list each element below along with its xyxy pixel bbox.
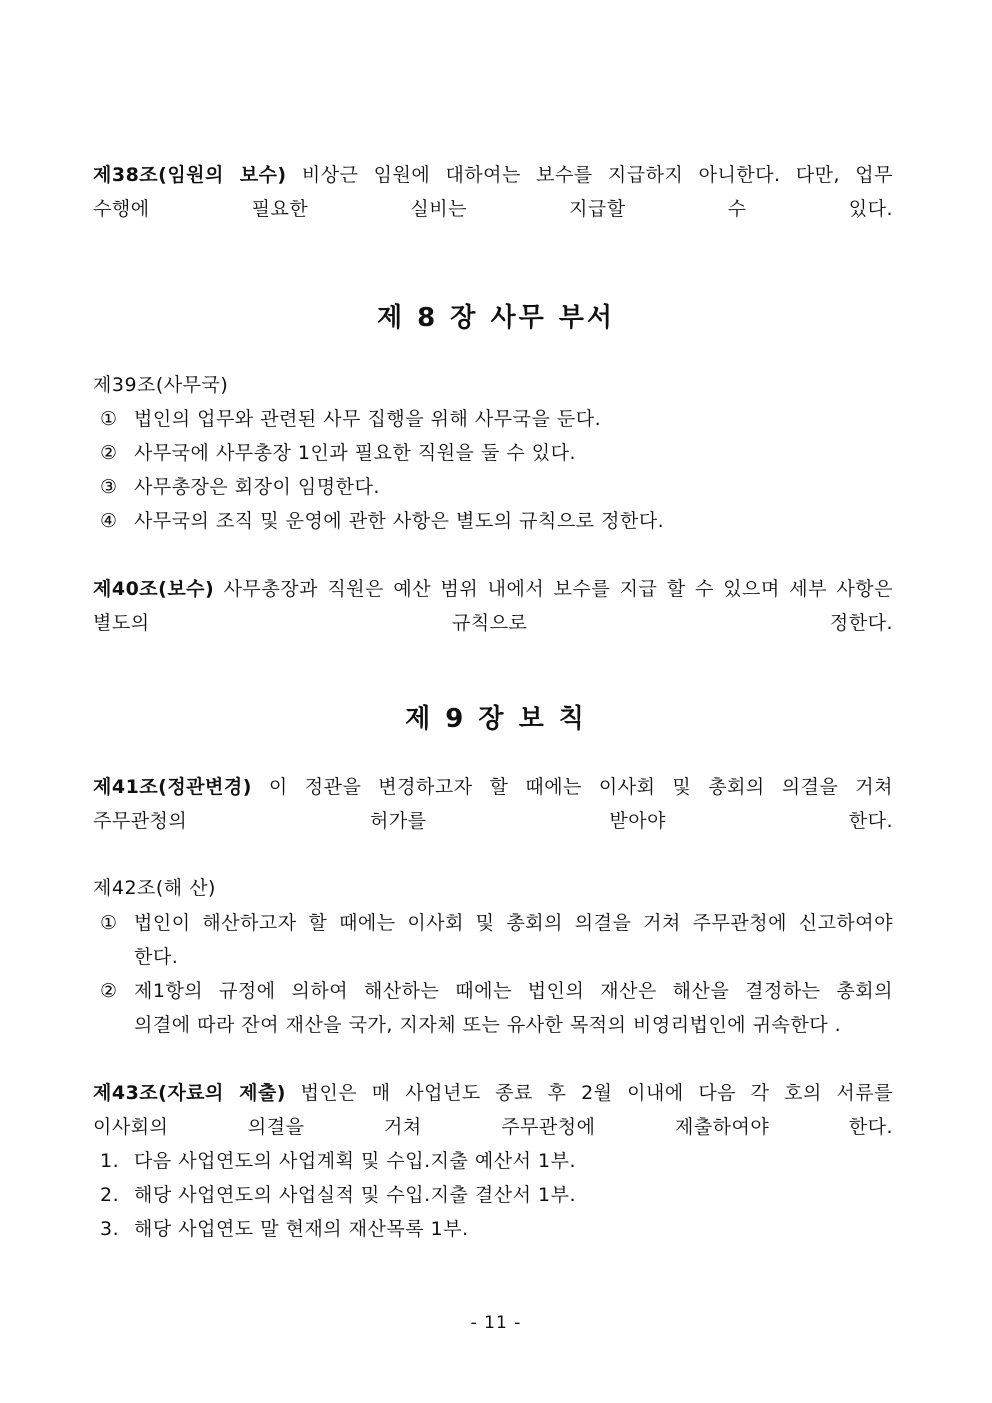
article-43-line-2: 이사회의 의결을 거쳐 주무관청에 제출하여야 한다. bbox=[93, 1116, 893, 1138]
article-41-line-1 bbox=[93, 770, 893, 804]
article-38-text-1: 비상근 임원에 대하여는 보수를 지급하지 아니한다. 다만, 업무 bbox=[301, 164, 893, 186]
item-mark: ② bbox=[100, 980, 118, 1002]
article-41-text-1: 이 정관을 변경하고자 할 때에는 이사회 및 총회의 의결을 거쳐 bbox=[268, 776, 893, 798]
chapter-8-heading: 제 8 장 사무 부서 bbox=[377, 303, 615, 333]
item-text-line-1: 제1항의 규정에 의하여 해산하는 때에는 법인의 재산은 해산을 결정하는 총회의 bbox=[134, 980, 893, 1002]
article-40-text-1: 사무총장과 직원은 예산 범위 내에서 보수를 지급 할 수 있으며 세부 사항은 bbox=[223, 578, 893, 600]
article-43-item-1 bbox=[100, 1144, 895, 1178]
item-text: 해당 사업연도의 사업실적 및 수입.지출 결산서 1부. bbox=[134, 1184, 576, 1206]
item-text: 해당 사업연도 말 현재의 재산목록 1부. bbox=[134, 1218, 469, 1240]
item-text: 사무국에 사무총장 1인과 필요한 직원을 둘 수 있다. bbox=[134, 442, 576, 464]
item-text-line-2: 한다. bbox=[134, 946, 179, 968]
article-43-item-3 bbox=[100, 1212, 895, 1246]
article-39-item-3 bbox=[100, 470, 895, 504]
item-mark: ④ bbox=[100, 510, 118, 532]
article-43-text-1: 법인은 매 사업년도 종료 후 2월 이내에 다음 각 호의 서류를 bbox=[300, 1082, 893, 1104]
article-39-item-1 bbox=[100, 402, 895, 436]
article-41 bbox=[93, 770, 893, 838]
article-39-item-4 bbox=[100, 504, 895, 538]
article-38-title: 제38조(임원의 보수) bbox=[93, 164, 287, 186]
article-43 bbox=[93, 1076, 893, 1144]
article-40-line-1 bbox=[93, 572, 893, 606]
article-39-title bbox=[93, 368, 893, 402]
chapter-9-heading: 제 9 장 보 칙 bbox=[405, 704, 587, 734]
article-42-item-2 bbox=[100, 974, 893, 1042]
item-mark: 1. bbox=[100, 1150, 120, 1172]
item-text: 사무국의 조직 및 운영에 관한 사항은 별도의 규칙으로 정한다. bbox=[134, 510, 665, 532]
article-41-line-2: 주무관청의 허가를 받아야 한다. bbox=[93, 810, 893, 832]
item-text-line-2: 의결에 따라 잔여 재산을 국가, 지자체 또는 유사한 목적의 비영리법인에 귀속한다 . bbox=[134, 1014, 842, 1036]
article-43-title: 제43조(자료의 제출) bbox=[93, 1082, 286, 1104]
article-39-item-2 bbox=[100, 436, 895, 470]
article-43-item-2 bbox=[100, 1178, 895, 1212]
article-42-title-text: 제42조(해 산) bbox=[93, 877, 216, 899]
article-40-line-2: 별도의 규칙으로 정한다. bbox=[93, 612, 893, 634]
item-text: 다음 사업연도의 사업계획 및 수입.지출 예산서 1부. bbox=[134, 1150, 576, 1172]
item-mark: 2. bbox=[100, 1184, 120, 1206]
article-38-line-1 bbox=[93, 158, 893, 192]
article-40-title: 제40조(보수) bbox=[93, 578, 215, 600]
article-41-title: 제41조(정관변경) bbox=[93, 776, 252, 798]
item-mark: ① bbox=[100, 408, 118, 430]
article-42-item-1 bbox=[100, 906, 893, 974]
article-38 bbox=[93, 158, 893, 226]
item-mark: 3. bbox=[100, 1218, 120, 1240]
item-mark: ① bbox=[100, 912, 118, 934]
item-text: 사무총장은 회장이 임명한다. bbox=[134, 476, 380, 498]
article-40 bbox=[93, 572, 893, 640]
page-number: - 11 - bbox=[470, 1313, 522, 1333]
item-mark: ③ bbox=[100, 476, 118, 498]
item-text-line-1: 법인이 해산하고자 할 때에는 이사회 및 총회의 의결을 거쳐 주무관청에 신고하여야 bbox=[134, 912, 893, 934]
article-43-line-1 bbox=[93, 1076, 893, 1110]
article-42-title bbox=[93, 871, 893, 905]
article-38-line-2: 수행에 필요한 실비는 지급할 수 있다. bbox=[93, 198, 893, 220]
item-mark: ② bbox=[100, 442, 118, 464]
article-39-title-text: 제39조(사무국) bbox=[93, 374, 229, 396]
item-text: 법인의 업무와 관련된 사무 집행을 위해 사무국을 둔다. bbox=[134, 408, 602, 430]
